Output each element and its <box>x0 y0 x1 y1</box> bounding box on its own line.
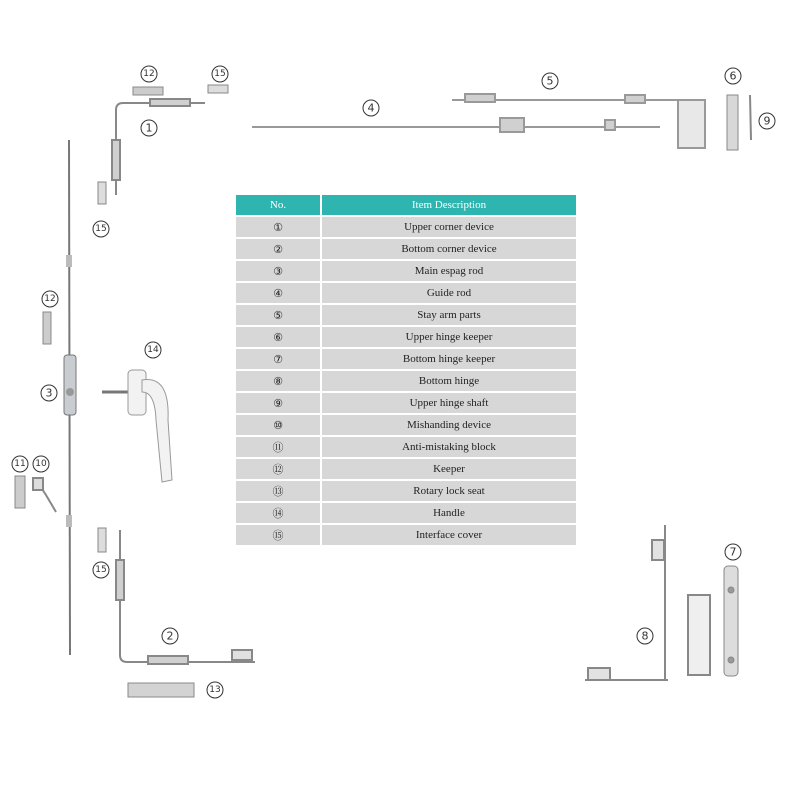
main-espag-rod <box>64 140 76 655</box>
row-description: Stay arm parts <box>322 305 576 325</box>
row-no: ⑮ <box>236 525 322 545</box>
callout-12-label: 12 <box>44 294 56 304</box>
callout-3-label: 3 <box>45 386 53 400</box>
callout-7 <box>725 544 741 560</box>
row-description: Upper corner device <box>322 217 576 237</box>
interface-cover-top <box>208 85 228 93</box>
table-row <box>236 503 576 523</box>
row-description: Interface cover <box>322 525 576 545</box>
row-description: Guide rod <box>322 283 576 303</box>
row-no: ① <box>236 217 322 237</box>
table-row <box>236 393 576 413</box>
callout-7-label: 7 <box>729 545 737 559</box>
row-description: Rotary lock seat <box>322 481 576 501</box>
callout-15-label: 15 <box>95 565 107 575</box>
anti-mistaking-block <box>15 476 25 508</box>
stay-arm-parts <box>452 94 705 148</box>
table-row <box>236 481 576 501</box>
row-no: ⑤ <box>236 305 322 325</box>
parts-table <box>236 193 576 547</box>
table-row <box>236 305 576 325</box>
callout-14-label: 14 <box>147 345 159 355</box>
bottom-hinge <box>585 525 710 680</box>
row-no: ⑭ <box>236 503 322 523</box>
row-description: Anti-mistaking block <box>322 437 576 457</box>
row-description: Upper hinge shaft <box>322 393 576 413</box>
callout-2-label: 2 <box>166 629 174 643</box>
row-no: ⑩ <box>236 415 322 435</box>
row-no: ⑪ <box>236 437 322 457</box>
rotary-lock-seat <box>128 683 194 697</box>
callout-8 <box>637 628 653 644</box>
callout-15-label: 15 <box>95 224 107 234</box>
callout-8-label: 8 <box>641 629 649 643</box>
callout-4-label: 4 <box>367 101 375 115</box>
row-no: ⑦ <box>236 349 322 369</box>
table-row <box>236 437 576 457</box>
keeper-left <box>43 312 51 344</box>
table-row <box>236 261 576 281</box>
callout-9 <box>759 113 775 129</box>
callout-9-label: 9 <box>763 114 771 128</box>
row-no: ⑧ <box>236 371 322 391</box>
row-description: Upper hinge keeper <box>322 327 576 347</box>
callout-12-top <box>141 66 157 82</box>
row-description: Main espag rod <box>322 261 576 281</box>
guide-rod <box>252 118 660 132</box>
row-description: Mishanding device <box>322 415 576 435</box>
row-description: Bottom hinge keeper <box>322 349 576 369</box>
header-no: No. <box>236 195 322 215</box>
row-no: ⑥ <box>236 327 322 347</box>
interface-cover-left <box>98 182 106 204</box>
callout-10 <box>33 456 49 472</box>
table-row <box>236 239 576 259</box>
table-row <box>236 371 576 391</box>
row-no: ⑫ <box>236 459 322 479</box>
table-row <box>236 217 576 237</box>
upper-hinge-keeper <box>727 95 738 150</box>
keeper-top <box>133 87 163 95</box>
row-description: Bottom hinge <box>322 371 576 391</box>
bottom-corner-device <box>116 530 255 664</box>
row-no: ② <box>236 239 322 259</box>
table-row <box>236 327 576 347</box>
row-no: ⑨ <box>236 393 322 413</box>
callout-12-label: 12 <box>143 69 155 79</box>
callout-6 <box>725 68 741 84</box>
row-description: Handle <box>322 503 576 523</box>
mishanding-device <box>33 478 56 512</box>
callout-5-label: 5 <box>546 74 554 88</box>
table-row <box>236 283 576 303</box>
bottom-hinge-keeper <box>724 566 738 676</box>
handle-illustration <box>102 370 172 482</box>
callout-13-label: 13 <box>209 685 221 695</box>
callout-15-label: 15 <box>214 69 226 79</box>
parts-table-header <box>236 195 576 215</box>
callout-11 <box>12 456 28 472</box>
callout-10-label: 10 <box>35 459 47 469</box>
callout-4 <box>363 100 379 116</box>
callout-11-label: 11 <box>14 459 26 469</box>
header-description: Item Description <box>322 195 576 215</box>
upper-hinge-shaft <box>750 95 751 140</box>
table-row <box>236 415 576 435</box>
callout-2 <box>162 628 178 644</box>
row-description: Bottom corner device <box>322 239 576 259</box>
callout-3 <box>41 385 57 401</box>
callout-1-label: 1 <box>145 121 153 135</box>
table-row <box>236 349 576 369</box>
callout-14 <box>145 342 161 358</box>
callout-15-left <box>93 221 109 237</box>
row-no: ⑬ <box>236 481 322 501</box>
callout-15-top <box>212 66 228 82</box>
callout-13 <box>207 682 223 698</box>
callout-6-label: 6 <box>729 69 737 83</box>
row-no: ③ <box>236 261 322 281</box>
row-description: Keeper <box>322 459 576 479</box>
callout-5 <box>542 73 558 89</box>
interface-cover-bottom <box>98 528 106 552</box>
row-no: ④ <box>236 283 322 303</box>
callout-15-bottom <box>93 562 109 578</box>
upper-corner-device <box>112 99 205 195</box>
table-row <box>236 525 576 545</box>
callout-12-left <box>42 291 58 307</box>
callout-1 <box>141 120 157 136</box>
table-row <box>236 459 576 479</box>
